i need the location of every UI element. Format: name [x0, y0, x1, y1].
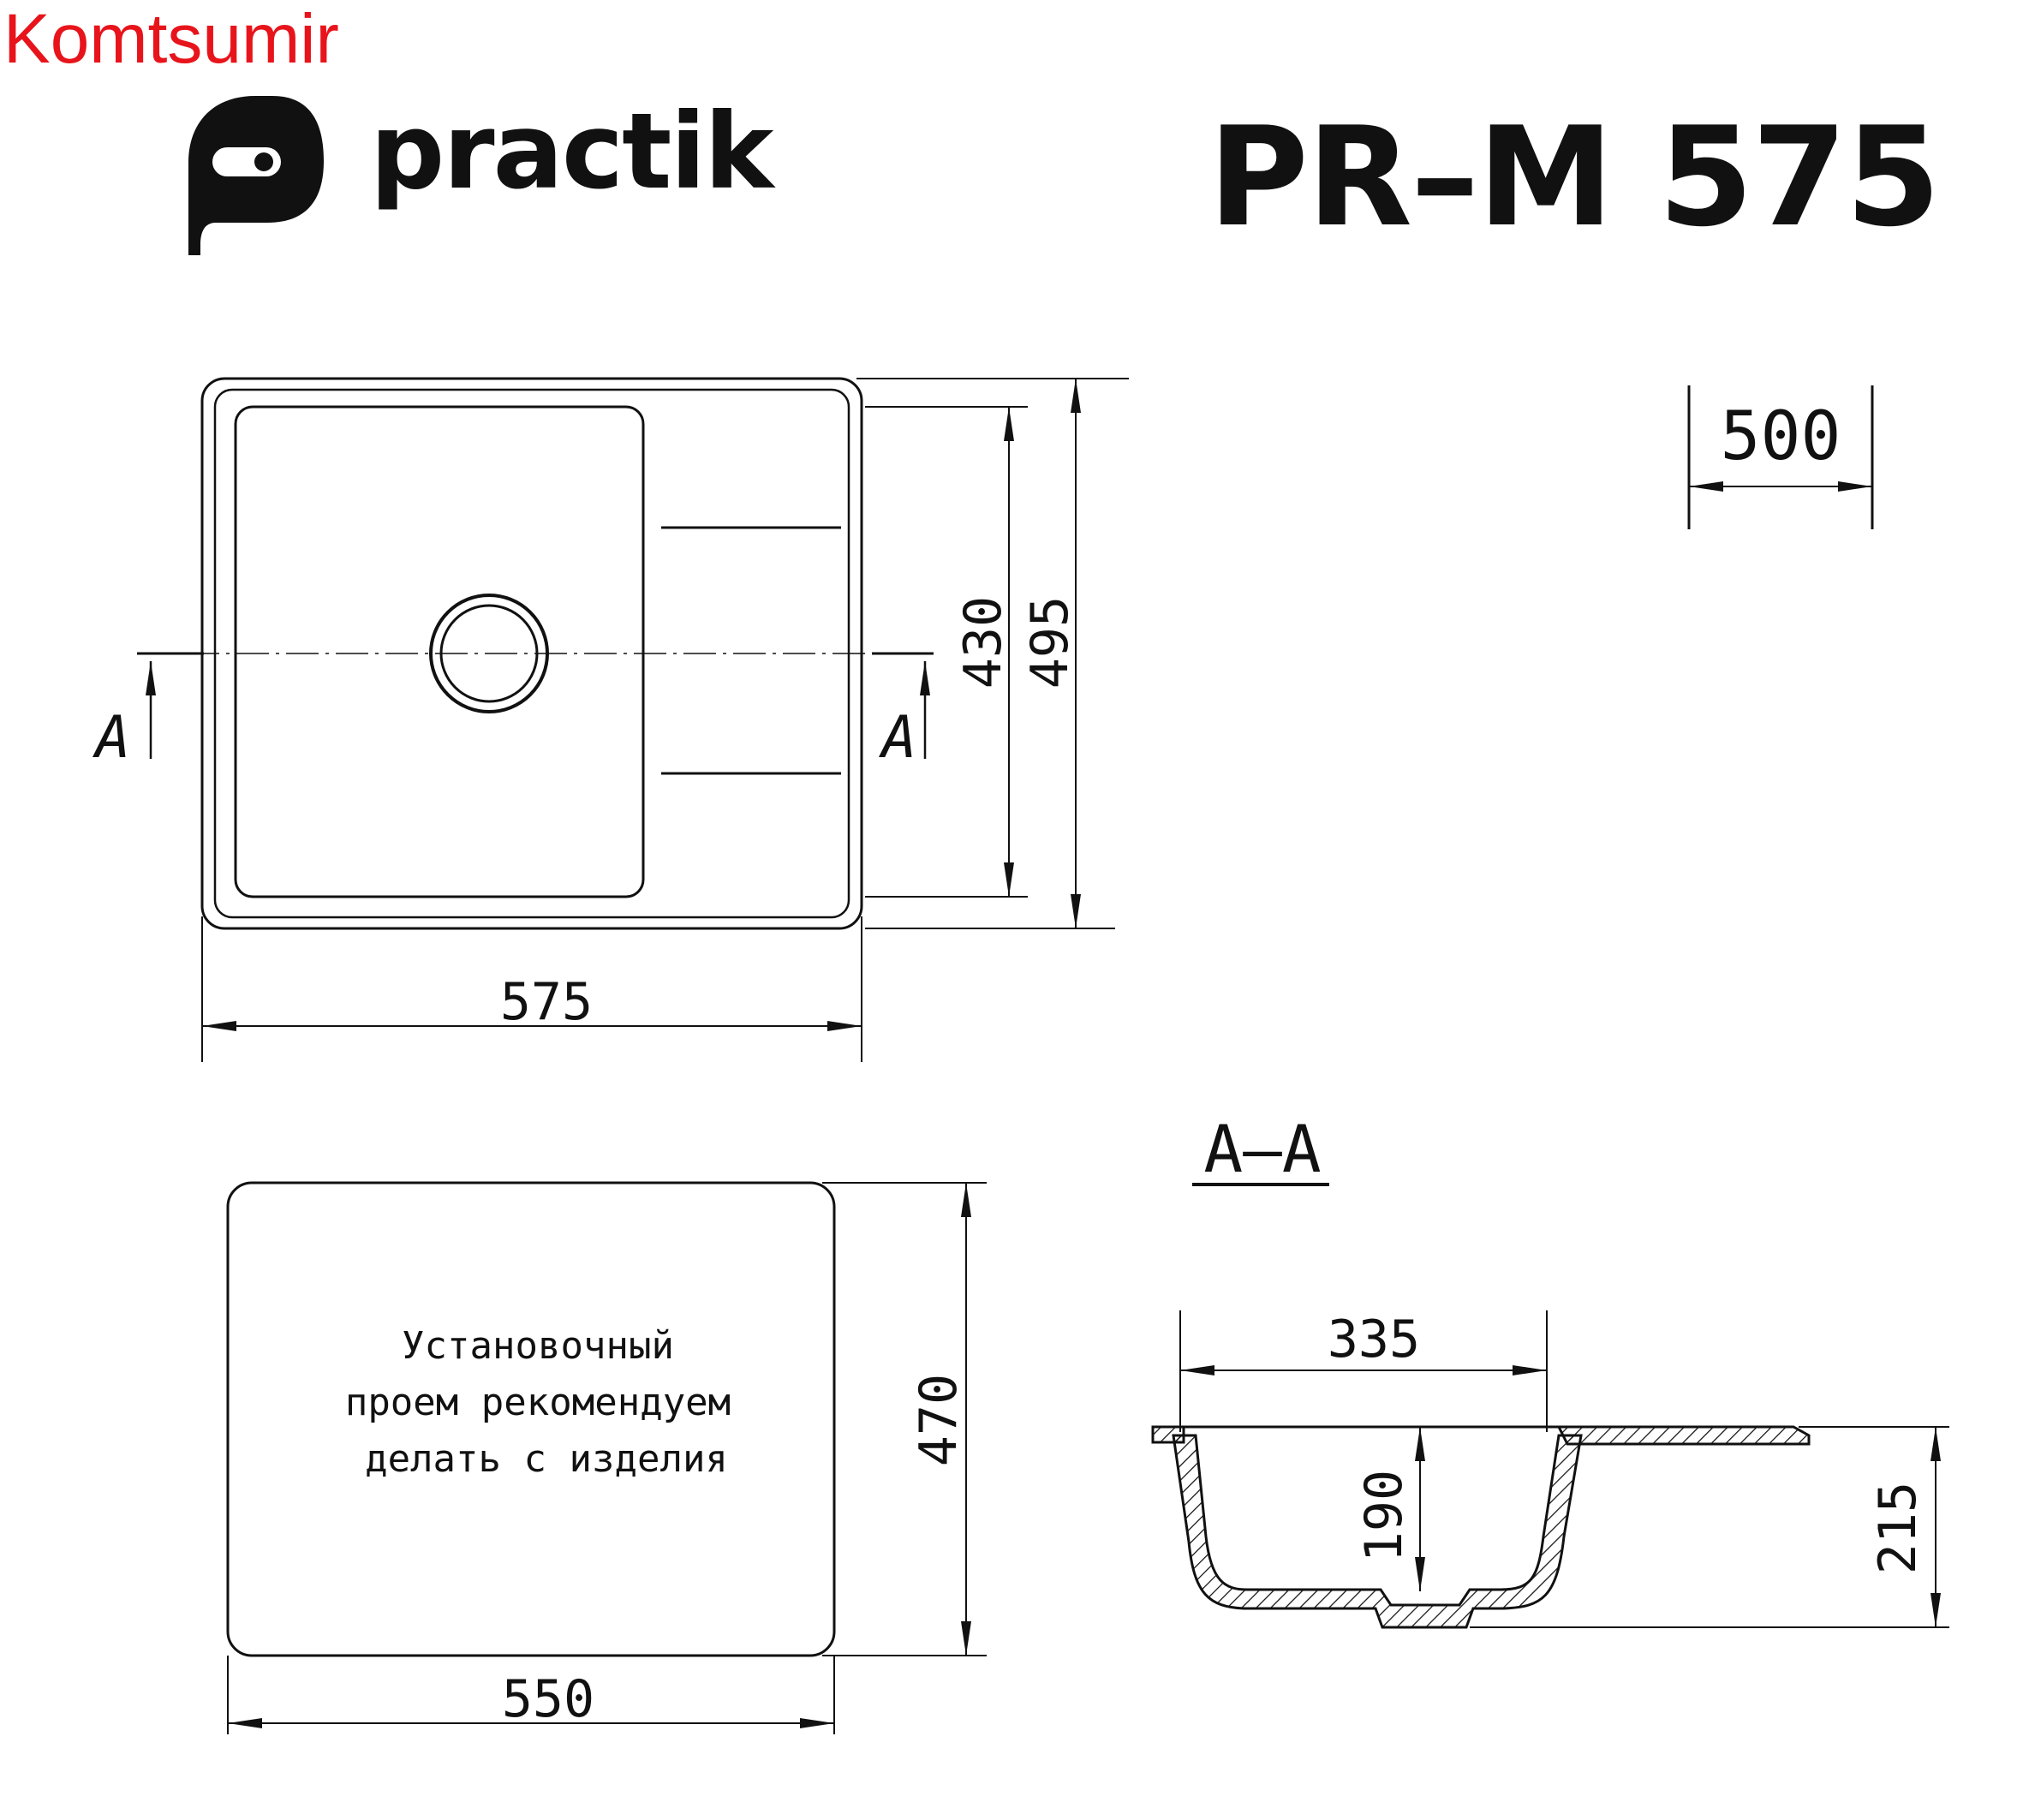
cutout-note-line-3: делать с изделия: [365, 1437, 728, 1481]
section-total-height-label: 215: [1868, 1481, 1928, 1575]
bowl-depth-dimension-label: 430: [953, 595, 1013, 689]
cutout-note-line-1: Установочный: [402, 1324, 674, 1368]
section-bowl-depth-label: 190: [1354, 1469, 1414, 1563]
cutout-width-label: 550: [501, 1669, 595, 1729]
cutout-note-line-2: проем рекомендуем: [344, 1381, 731, 1424]
sink-cross-section: [1153, 1427, 1809, 1627]
section-marker-right: A: [881, 704, 917, 772]
brand-logo-icon: [188, 96, 324, 255]
width-dimension-label: 575: [499, 972, 594, 1032]
cutout-depth-label: 470: [909, 1373, 969, 1467]
min-cabinet-label: 500: [1720, 398, 1841, 475]
section-bowl-width-label: 335: [1327, 1310, 1421, 1369]
outer-depth-dimension-label: 495: [1020, 595, 1080, 689]
watermark-text: Komtsumir: [3, 0, 339, 78]
section-title: A–A: [1203, 1111, 1322, 1187]
brand-name: practik: [370, 91, 773, 212]
section-marker-left: A: [95, 704, 131, 772]
model-title: PR–M 575: [1208, 97, 1939, 257]
